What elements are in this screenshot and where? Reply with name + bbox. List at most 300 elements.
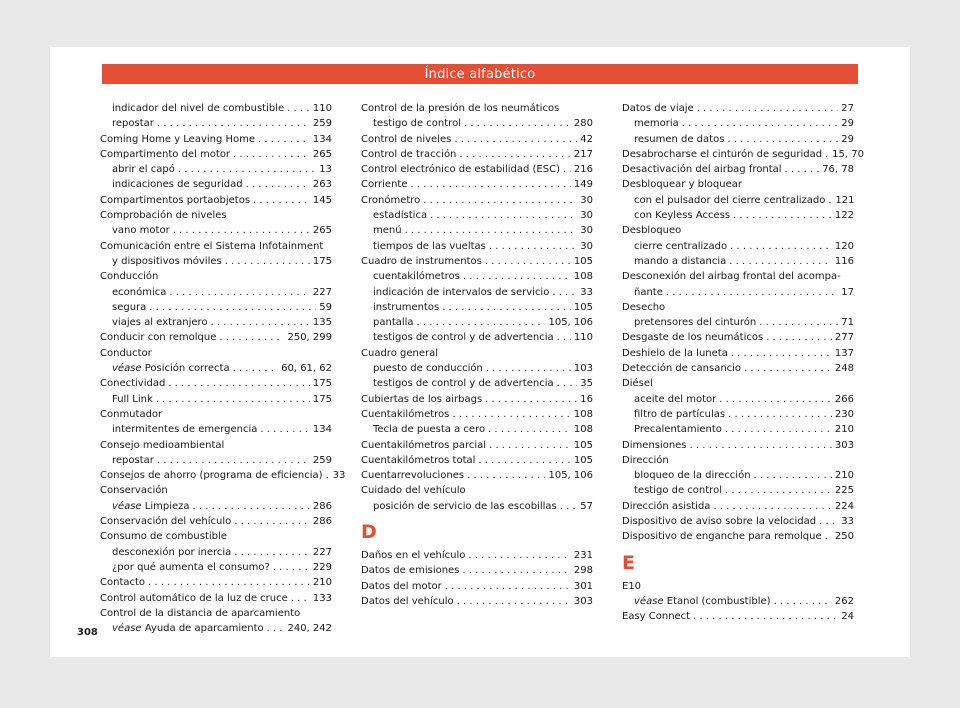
index-page-ref: 298 [573, 565, 593, 577]
index-entry-text: Cuentakilómetros total [361, 454, 476, 466]
index-entry-label [361, 453, 475, 468]
index-entry-label [373, 223, 402, 238]
index-page-ref: 108 [573, 408, 593, 420]
index-entry [622, 514, 854, 529]
index-entry [100, 223, 332, 238]
index-entry-text: Cuentakilómetros parcial [361, 439, 487, 451]
index-page-ref: 122 [834, 210, 854, 222]
index-entry-text: Etanol (combustible) [666, 595, 771, 607]
index-entry-text: Consejos de ahorro (programa de eficiencia) [100, 470, 323, 482]
index-entry-label [634, 392, 716, 407]
index-page-ref: 30 [580, 194, 593, 206]
index-page-ref: 33 [332, 470, 346, 482]
index-entry-text: aceite del motor [634, 393, 717, 405]
index-entry-label [361, 594, 454, 609]
index-heading: Desconexión del airbag frontal del acompa- [622, 271, 841, 283]
index-entry [100, 177, 332, 192]
section-letter: E [622, 551, 635, 574]
dot-leader [485, 392, 577, 407]
index-entry-text: Cuentarrevoluciones [361, 470, 465, 482]
dot-leader [291, 591, 310, 606]
index-entry-label [622, 529, 822, 544]
index-entry [100, 330, 332, 345]
index-page-ref: 231 [573, 550, 593, 562]
index-entry [622, 609, 854, 624]
dot-leader [260, 422, 309, 437]
index-heading: Conmutador [100, 408, 163, 420]
index-page-ref: 266 [834, 393, 854, 405]
index-page-ref: 29 [841, 133, 854, 145]
index-entry-text: Cuadro de instrumentos [361, 255, 482, 267]
index-entry [361, 563, 593, 578]
index-entry-label [112, 315, 208, 330]
index-entry-text: Cuentakilómetros [361, 408, 450, 420]
index-entry-label [373, 499, 557, 514]
dot-leader [287, 101, 310, 116]
dot-leader [486, 361, 571, 376]
index-entry [622, 468, 854, 483]
index-entry-text: ¿por qué aumenta el consumo? [112, 561, 270, 573]
index-page-ref: 71 [841, 317, 854, 329]
index-page-ref: 210 [312, 577, 332, 589]
index-page-ref: 135 [312, 317, 332, 329]
index-page-ref: 227 [312, 286, 332, 298]
index-entry [622, 162, 854, 177]
index-entry [361, 438, 593, 453]
index-entry-text: viajes al extranjero [112, 317, 208, 329]
dot-leader [713, 499, 831, 514]
index-entry-label [112, 285, 166, 300]
index-entry-text: estadística [373, 210, 428, 222]
index-entry-label [634, 239, 727, 254]
index-entry-label [112, 223, 170, 238]
index-entry-text: indicador del nivel de combustible [112, 103, 285, 114]
index-entry-text: con el pulsador del cierre centralizado [634, 194, 826, 206]
index-entry-text: resumen de datos [634, 133, 725, 145]
index-entry [100, 621, 332, 636]
index-entry [361, 269, 593, 284]
index-entry-text: segura [112, 301, 147, 313]
index-heading: E10 [622, 580, 642, 592]
index-entry-label [112, 422, 257, 437]
index-entry [100, 101, 332, 116]
index-page-ref: 227 [312, 546, 332, 558]
dot-leader [754, 468, 832, 483]
index-entry-text: bloqueo de la dirección [634, 470, 751, 482]
index-page-ref: 17 [841, 286, 854, 298]
index-page-ref: 217 [573, 148, 593, 160]
dot-leader [774, 594, 832, 609]
index-entry-text: Deshielo de la luneta [622, 347, 728, 359]
index-entry [361, 132, 593, 147]
index-entry [361, 254, 593, 269]
index-entry-label [112, 101, 284, 116]
index-page-ref: 116 [834, 255, 854, 267]
index-entry-label [112, 499, 190, 514]
dot-leader [697, 101, 839, 116]
dot-leader [405, 223, 578, 238]
index-entry [361, 361, 593, 376]
dot-leader [178, 162, 316, 177]
index-page-ref: 225 [834, 485, 854, 497]
index-entry [361, 376, 593, 391]
index-entry-text: Datos del vehículo [361, 595, 454, 607]
index-entry-label [634, 483, 722, 498]
index-page-ref: 13 [319, 164, 332, 176]
index-entry-text: Full Link [112, 393, 153, 405]
dot-leader [273, 560, 310, 575]
index-entry-label [373, 422, 485, 437]
dot-leader [326, 468, 330, 483]
index-entry-label [373, 208, 427, 223]
index-entry [100, 560, 332, 575]
dot-leader [759, 315, 838, 330]
index-entry-label [100, 376, 165, 391]
index-page-ref: 303 [834, 439, 854, 451]
dot-leader [731, 346, 832, 361]
index-entry-text: con Keyless Access [634, 210, 731, 222]
dot-leader [234, 514, 310, 529]
index-page-ref: 210 [834, 424, 854, 436]
index-page-ref: 133 [312, 592, 332, 604]
index-entry-text: filtro de partículas [634, 408, 726, 420]
index-entry-label [112, 621, 264, 636]
dot-leader [219, 330, 284, 345]
index-page-ref: 216 [573, 164, 593, 176]
index-entry-text: Compartimento del motor [100, 148, 231, 160]
index-entry-label [634, 254, 726, 269]
index-page-ref: 57 [580, 500, 593, 512]
index-entry-label [634, 594, 771, 609]
dot-leader [149, 300, 316, 315]
index-entry-label [112, 392, 153, 407]
index-heading: Cuidado del vehículo [361, 485, 466, 497]
index-entry-label [373, 285, 549, 300]
index-entry-text: Datos de emisiones [361, 565, 460, 577]
index-entry [622, 315, 854, 330]
section-letter: D [361, 521, 377, 544]
dot-leader [442, 300, 571, 315]
index-page-ref: 263 [312, 179, 332, 191]
dot-leader [211, 315, 310, 330]
index-entry-text: Dispositivo de aviso sobre la velocidad [622, 516, 817, 528]
index-page-ref: 301 [573, 580, 593, 592]
index-entry-label [100, 591, 288, 606]
see-reference: véase [112, 500, 142, 512]
index-entry [622, 147, 864, 162]
index-heading: Dirección [622, 454, 669, 466]
index-entry-label [634, 315, 756, 330]
index-entry-label [373, 269, 460, 284]
index-entry [361, 468, 593, 483]
index-entry-label [634, 208, 730, 223]
dot-leader [682, 116, 838, 131]
index-entry-label [634, 116, 679, 131]
index-entry [100, 392, 332, 407]
index-entry-label [100, 514, 231, 529]
index-entry-label [373, 330, 554, 345]
index-entry [100, 545, 332, 560]
index-entry [361, 177, 593, 192]
index-entry-text: desconexión por inercia [112, 546, 232, 558]
dot-leader [557, 376, 578, 391]
index-entry-label [112, 453, 154, 468]
dot-leader [828, 193, 832, 208]
index-entry-label [634, 422, 722, 437]
index-entry-label [622, 147, 822, 162]
index-entry-text: pretensores del cinturón [634, 317, 757, 329]
index-page-ref: 134 [312, 424, 332, 436]
page [50, 47, 910, 657]
dot-leader [730, 239, 832, 254]
index-entry [100, 453, 332, 468]
dot-leader [733, 208, 832, 223]
index-page-ref: 105, 106 [548, 317, 593, 329]
dot-leader [728, 407, 832, 422]
index-entry-label [112, 560, 270, 575]
dot-leader [459, 147, 571, 162]
index-column-2 [361, 101, 593, 609]
index-entry [622, 285, 854, 300]
index-entry-text: ñante [634, 286, 663, 298]
index-entry-text: puesto de conducción [373, 363, 483, 375]
index-page-ref: 175 [312, 255, 332, 267]
index-entry [100, 422, 332, 437]
index-page-ref: 286 [312, 516, 332, 528]
index-entry-text: Control de tracción [361, 148, 457, 160]
index-page-ref: 121 [835, 194, 855, 206]
index-entry-text: Corriente [361, 179, 408, 191]
index-entry-text: vano motor [112, 225, 170, 237]
index-heading: Conservación [100, 485, 168, 497]
index-entry-text: Limpieza [144, 500, 190, 512]
dot-leader [719, 392, 832, 407]
index-entry-label [634, 407, 725, 422]
index-page-ref: 108 [573, 424, 593, 436]
index-entry-label [361, 407, 449, 422]
index-entry-text: Dispositivo de enganche para remolque [622, 531, 822, 543]
index-entry-label [112, 116, 154, 131]
index-page-ref: 280 [573, 118, 593, 130]
index-page-ref: 259 [312, 118, 332, 130]
dot-leader [452, 407, 571, 422]
index-entry [361, 162, 593, 177]
dot-leader [445, 579, 571, 594]
dot-leader [725, 483, 832, 498]
dot-leader [169, 285, 310, 300]
index-entry [622, 254, 854, 269]
dot-leader [552, 285, 577, 300]
dot-leader [156, 392, 310, 407]
index-page-ref: 76, 78 [822, 164, 854, 176]
index-entry-text: cuentakilómetros [373, 271, 460, 283]
dot-leader [454, 132, 577, 147]
index-entry-label [622, 101, 694, 116]
index-entry-text: Control electrónico de estabilidad (ESC) [361, 164, 560, 176]
index-entry [361, 330, 593, 345]
index-entry-text: Easy Connect [622, 611, 691, 623]
index-page-ref: 224 [834, 500, 854, 512]
index-entry [622, 422, 854, 437]
index-entry-label [361, 177, 408, 192]
index-page-ref: 149 [573, 179, 593, 191]
index-page-ref: 175 [312, 393, 332, 405]
dot-leader [157, 116, 310, 131]
dot-leader [423, 193, 577, 208]
index-entry-text: Cronómetro [361, 194, 421, 206]
index-page-ref: 105 [573, 454, 593, 466]
index-entry [100, 300, 332, 315]
dot-leader [729, 254, 832, 269]
index-page-ref: 248 [834, 363, 854, 375]
index-page-ref: 250, 299 [287, 332, 332, 344]
index-entry [361, 392, 593, 407]
index-entry-label [112, 545, 231, 560]
page-number: 308 [77, 627, 98, 638]
index-entry-label [112, 361, 230, 376]
index-entry-label [622, 514, 816, 529]
index-entry-text: Control de niveles [361, 133, 452, 145]
index-entry-label [100, 575, 145, 590]
index-entry [622, 346, 854, 361]
index-page-ref: 30 [580, 240, 593, 252]
index-page-ref: 262 [834, 595, 854, 607]
index-page-ref: 108 [573, 271, 593, 283]
index-page-ref: 230 [834, 408, 854, 420]
index-entry-text: abrir el capó [112, 164, 175, 176]
index-page-ref: 15, 70 [832, 148, 864, 160]
index-heading: Conducción [100, 271, 159, 283]
index-entry-text: testigo de control [373, 118, 461, 130]
dot-leader [253, 193, 310, 208]
index-entry [100, 591, 332, 606]
index-page-ref: 250 [834, 531, 854, 543]
dot-leader [485, 254, 571, 269]
index-entry-text: Datos del motor [361, 580, 442, 592]
index-page-ref: 24 [841, 611, 854, 623]
index-page-ref: 16 [580, 393, 593, 405]
index-entry [361, 300, 593, 315]
index-entry-label [622, 499, 710, 514]
index-entry-label [361, 548, 465, 563]
dot-leader [819, 514, 838, 529]
index-entry-text: Detección de cansancio [622, 363, 742, 375]
index-entry-label [361, 254, 482, 269]
index-entry-label [373, 116, 461, 131]
dot-leader [267, 621, 285, 636]
dot-leader [727, 132, 838, 147]
dot-leader [489, 239, 577, 254]
index-heading: Desbloquear y bloquear [622, 179, 742, 191]
index-entry [100, 132, 332, 147]
dot-leader [463, 269, 571, 284]
index-entry [361, 548, 593, 563]
index-entry-label [622, 438, 687, 453]
index-entry-text: Conducir con remolque [100, 332, 217, 344]
dot-leader [411, 177, 571, 192]
index-entry-label [622, 609, 690, 624]
dot-leader [258, 132, 310, 147]
index-entry [622, 361, 854, 376]
index-heading: Consumo de combustible [100, 531, 227, 543]
index-entry [100, 162, 332, 177]
index-entry [361, 223, 593, 238]
index-entry-label [112, 177, 243, 192]
index-entry-label [100, 147, 230, 162]
index-entry-text: Ayuda de aparcamiento [144, 623, 264, 635]
index-entry [361, 499, 593, 514]
index-page-ref: 27 [841, 103, 854, 114]
index-entry [100, 468, 346, 483]
index-entry [361, 422, 593, 437]
index-entry-text: indicaciones de seguridad [112, 179, 243, 191]
dot-leader [464, 116, 571, 131]
index-page-ref: 259 [312, 454, 332, 466]
index-entry-label [112, 162, 175, 177]
index-heading: Desecho [622, 301, 666, 313]
dot-leader [148, 575, 310, 590]
index-page-ref: 35 [580, 378, 593, 390]
index-entry-label [373, 239, 486, 254]
index-page-ref: 105 [573, 439, 593, 451]
index-entry [622, 193, 854, 208]
page-title: Índice alfabético [424, 66, 536, 82]
index-entry-text: menú [373, 225, 402, 237]
dot-leader [785, 162, 820, 177]
index-entry [361, 594, 593, 609]
index-page-ref: 33 [841, 516, 854, 528]
dot-leader [563, 162, 571, 177]
index-entry [100, 254, 332, 269]
index-heading: Diésel [622, 378, 653, 390]
dot-leader [489, 438, 571, 453]
dot-leader [468, 548, 571, 563]
index-entry-label [361, 438, 486, 453]
index-entry [100, 285, 332, 300]
index-entry [622, 101, 854, 116]
dot-leader [467, 468, 545, 483]
dot-leader [693, 609, 838, 624]
index-entry-label [373, 315, 414, 330]
index-entry-text: tiempos de las vueltas [373, 240, 486, 252]
index-page-ref: 145 [312, 194, 332, 206]
index-entry-label [622, 346, 728, 361]
index-page-ref: 265 [312, 148, 332, 160]
index-entry-text: testigo de control [634, 485, 722, 497]
index-entry-text: Desgaste de los neumáticos [622, 332, 764, 344]
index-entry-label [634, 468, 751, 483]
index-entry-text: pantalla [373, 317, 414, 329]
index-entry-label [361, 193, 420, 208]
index-heading: Cuadro general [361, 347, 438, 359]
index-entry-text: Daños en el vehículo [361, 550, 466, 562]
index-entry [100, 514, 332, 529]
dot-leader [246, 177, 310, 192]
dot-leader [233, 361, 279, 376]
index-entry [100, 575, 332, 590]
index-entry-label [373, 300, 439, 315]
index-entry [361, 147, 593, 162]
index-entry [361, 407, 593, 422]
index-entry [622, 594, 854, 609]
index-entry [622, 407, 854, 422]
dot-leader [725, 422, 832, 437]
index-heading: Comprobación de niveles [100, 210, 227, 222]
index-page-ref: 30 [580, 210, 593, 222]
dot-leader [157, 453, 310, 468]
index-entry [622, 239, 854, 254]
index-entry-text: Conservación del vehículo [100, 516, 232, 528]
